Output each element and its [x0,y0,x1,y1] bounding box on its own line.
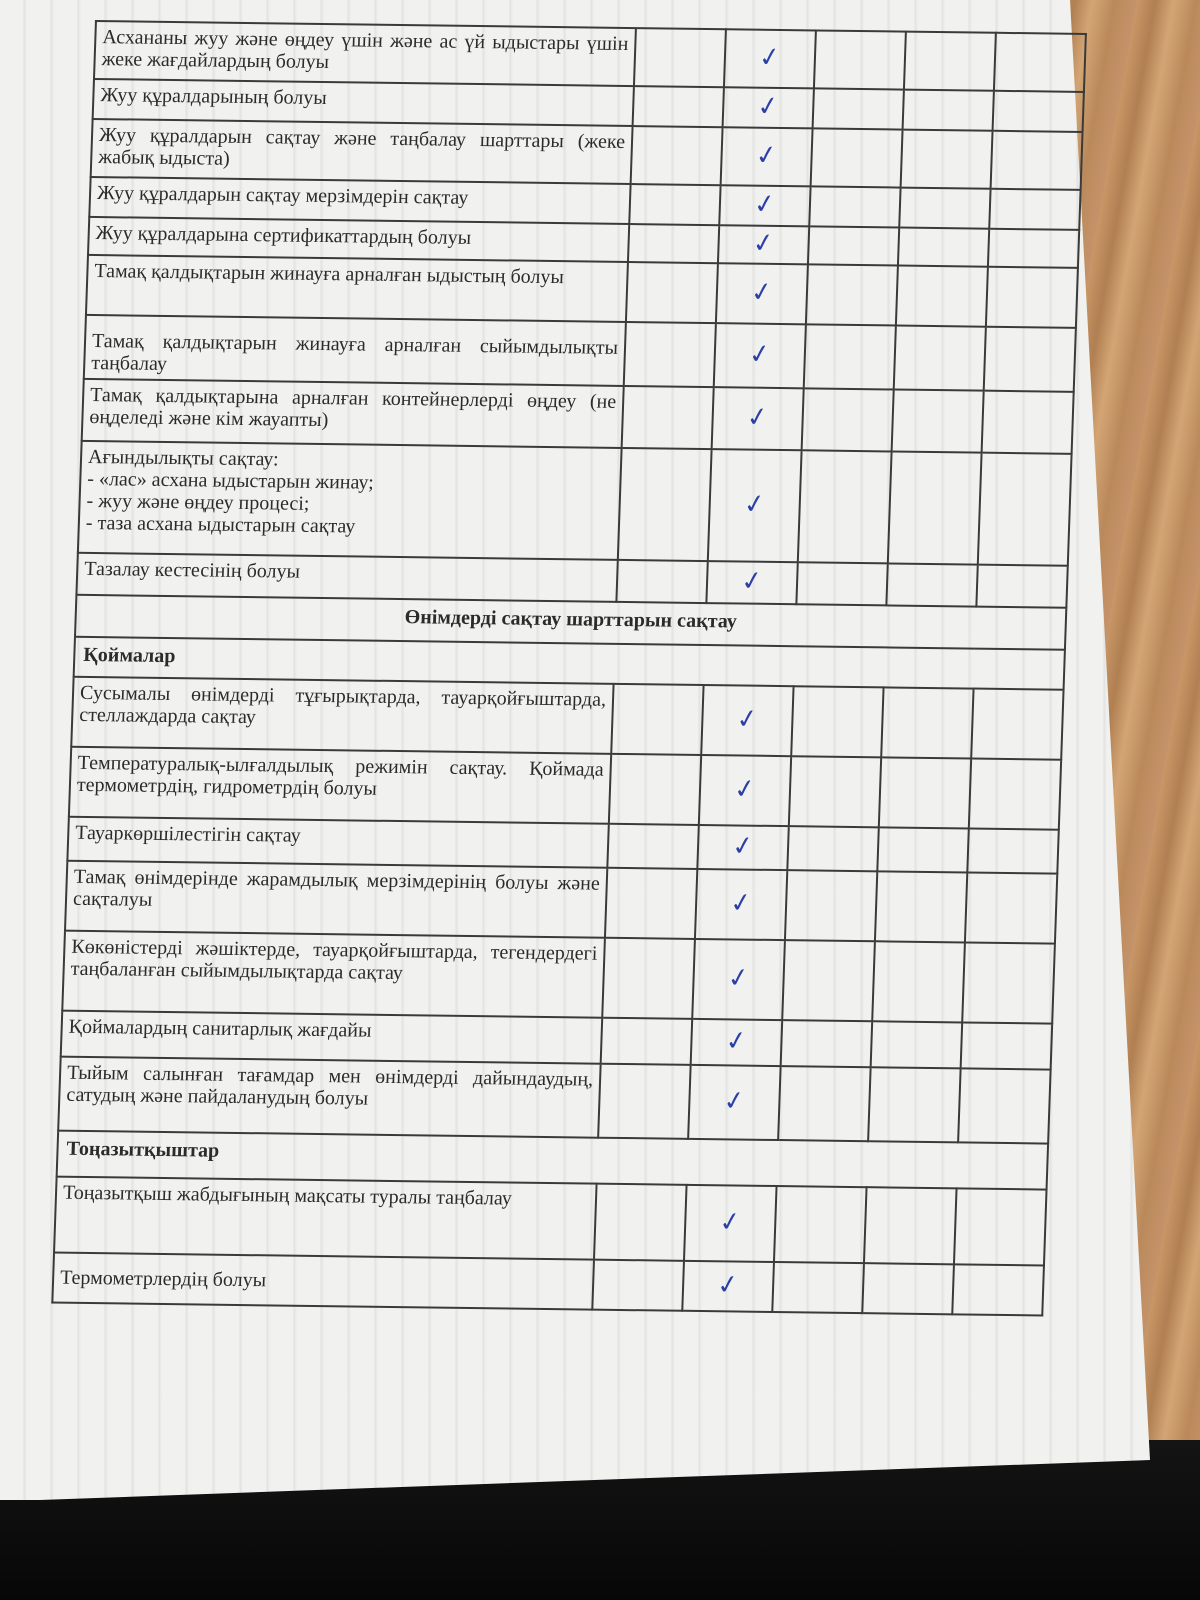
checkmark-icon: ✓ [753,139,780,173]
criterion-text: Көкөністерді жәшіктерде, тауарқойғыштарда, тегендердегі таңбаланған сыйымдылықтарда сақтау [62,931,605,1018]
checkmark-icon: ✓ [734,703,761,737]
criterion-line: - таза асхана ыдыстарын сақтау [85,511,356,538]
checkmark-icon: ✓ [715,1268,742,1302]
criterion-text: Қоймалардың санитарлық жағдайы [61,1011,603,1064]
checkmark-icon: ✓ [755,90,782,124]
checkmark-icon: ✓ [741,488,768,522]
subsection-title-storage: Қоймалар [74,637,1065,690]
criterion-text: Тазалау кестесінің болуы [76,553,617,602]
checkmark-icon: ✓ [723,1024,750,1059]
checkmark-icon: ✓ [744,401,771,435]
table-row [69,747,1061,830]
criterion-text: Температуралық-ылғалдылық режимін сақтау. Қоймада термометрдің, гидрометрдің болуы [69,747,611,824]
criterion-text: Тыйым салынған тағамдар мен өнімдерді дайындаудың, сатудың және пайдаланудың болуы [58,1057,600,1138]
table-row [65,861,1057,944]
checkmark-icon: ✓ [730,830,756,864]
criterion-text: Тоңазытқыш жабдығының мақсаты туралы таңбалау [54,1177,597,1260]
criterion-text [78,441,622,560]
criterion-text: Тамақ өнімдерінде жарамдылық мерзімдерінің болуы және сақталуы [65,861,607,938]
checkmark-icon: ✓ [717,1205,744,1239]
checkmark-icon: ✓ [728,886,755,921]
checklist-table [51,20,1087,1317]
criterion-text: Сусымалы өнімдерді тұғырықтарда, тауарқойғыштарда, стеллаждарда сақтау [71,677,613,754]
criterion-text: Жуу құралдарын сақтау мерзімдерін сақтау [89,177,630,224]
criterion-line: Ағындылықты сақтау: [87,445,280,471]
checkmark-icon: ✓ [721,1084,748,1119]
criterion-line: - жуу және өңдеу процесі; [86,489,310,515]
section-title: Өнімдерді сақтау шарттарын сақтау [75,595,1066,650]
checkmark-icon: ✓ [757,41,783,75]
table-row [71,677,1063,760]
checklist-sheet [51,20,1095,1317]
criterion-text: Асхананы жуу және өңдеу үшін және ас үй ыдыстары үшін жеке жағдайлардың болуы [94,21,636,86]
criterion-text: Тамақ қалдықтарына арналған контейнерлерді өңдеу (не өңделеді және кім жауапты) [82,379,624,448]
criterion-text: Тауаркөршілестігін сақтау [67,817,608,868]
checkmark-icon: ✓ [725,961,752,996]
table-row [62,931,1055,1024]
criterion-text: Жуу құралдарының болуы [93,79,634,126]
checkmark-icon: ✓ [732,773,758,807]
checkmark-icon: ✓ [739,565,766,599]
subsection-title-fridges: Тоңазытқыштар [57,1131,1048,1190]
criterion-text: Тамақ қалдықтарын жинауға арналған ыдыстың болуы [86,255,628,322]
checkmark-icon: ✓ [752,188,778,222]
checkmark-icon: ✓ [749,276,775,310]
table-row [58,1057,1050,1144]
table-row [54,1177,1047,1266]
criterion-text: Тамақ қалдықтарын жинауға арналған сыйымдылықты таңбалау [84,315,626,386]
criterion-text: Жуу құралдарына сертификаттардың болуы [88,217,629,262]
criterion-text: Жуу құралдарын сақтау және таңбалау шарттары (жеке жабық ыдыста) [91,119,633,184]
checkmark-icon: ✓ [746,338,773,372]
criterion-line: - «лас» асхана ыдыстарын жинау; [87,467,375,494]
checkmark-icon: ✓ [750,227,777,261]
table-row [78,441,1072,566]
criterion-text: Термометрлердің болуы [52,1253,594,1310]
